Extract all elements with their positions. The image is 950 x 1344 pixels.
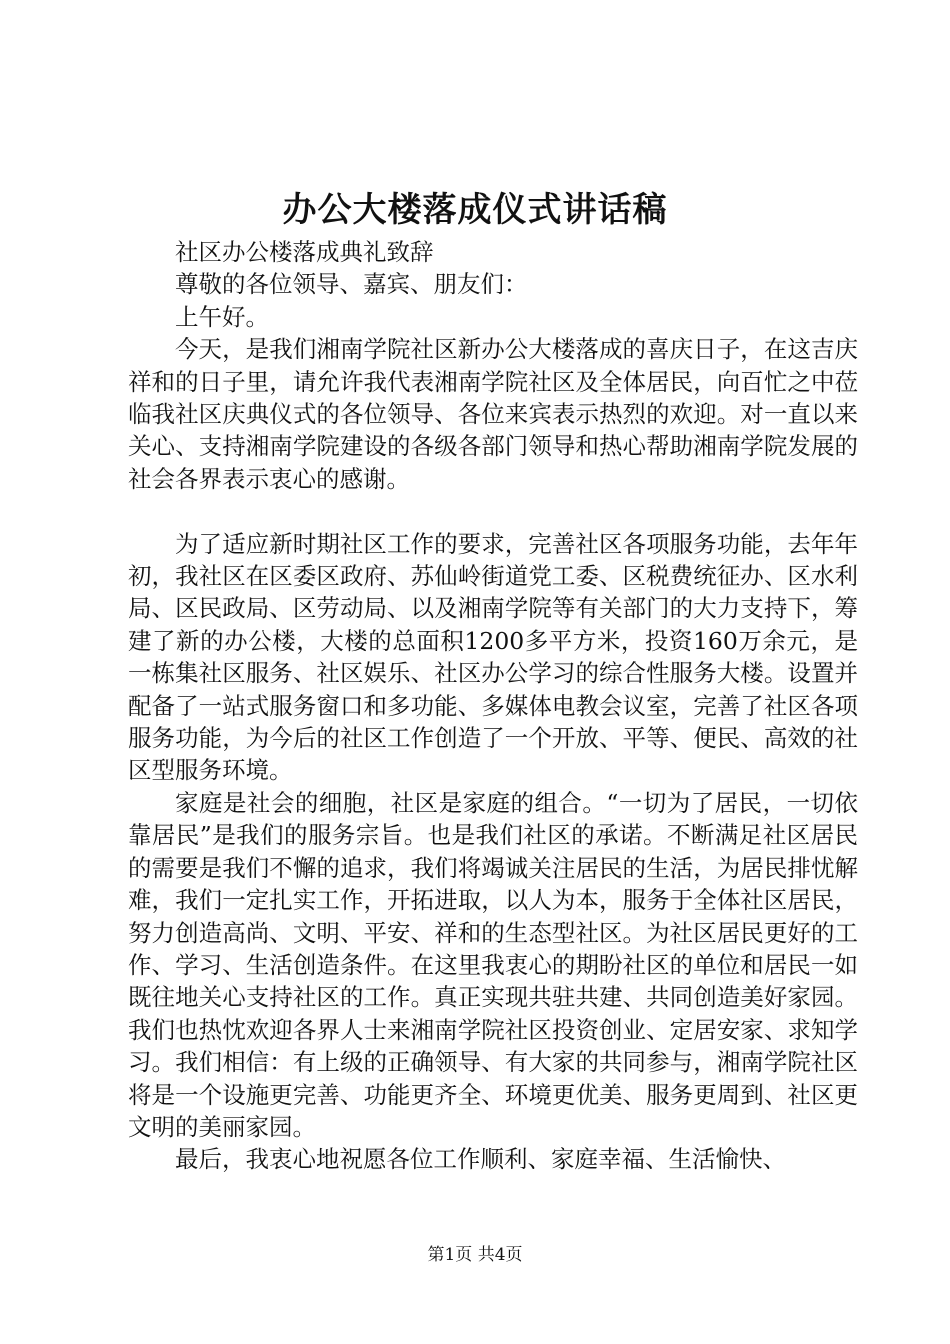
paragraph-community: 家庭是社会的细胞，社区是家庭的组合。“一切为了居民，一切依靠居民”是我们的服务宗旨。也是我们社区的承诺。不断满足社区居民的需要是我们不懈的追求，我们将竭诚关注居民的生活，为居民排忧解难，我们一定扎实工作，开拓进取，以人为本，服务于全体社区居民，努力创造高尚、文明、平安、祥和的生态型社区。为社区居民更好的工作、学习、生活创造条件。在这里我衷心的期盼社区的单位和居民一如既往地关心支持社区的工作。真正实现共驻共建、共同创造美好家园。我们也热忱欢迎各界人士来湘南学院社区投资创业、定居安家、求知学习。我们相信：有上级的正确领导、有大家的共同参与，湘南学院社区将是一个设施更完善、功能更齐全、环境更优美、服务更周到、社区更文明的美丽家园。: [128, 788, 858, 1141]
page-number-footer: 第1页 共4页: [427, 1245, 523, 1265]
paragraph-salutation: 尊敬的各位领导、嘉宾、朋友们：: [175, 270, 528, 299]
document-body: [128, 236, 858, 1176]
paragraph-greeting: 上午好。: [175, 302, 269, 331]
paragraph-subtitle: 社区办公楼落成典礼致辞: [175, 238, 434, 266]
paragraph-building: 为了适应新时期社区工作的要求，完善社区各项服务功能，去年年初，我社区在区委区政府、苏仙岭街道党工委、区税费统征办、区水利局、区民政局、区劳动局、以及湘南学院等有关部门的大力支持下，筹建了新的办公楼，大楼的总面积1200多平方米，投资160万余元，是一栋集社区服务、社区娱乐、社区办公学习的综合性服务大楼。设置并配备了一站式服务窗口和多功能、多媒体电教会议室，完善了社区各项服务功能，为今后的社区工作创造了一个开放、平等、便民、高效的社区型服务环境。: [128, 529, 858, 785]
document-title: 办公大楼落成仪式讲话稿: [282, 190, 668, 230]
paragraph-welcome: 今天，是我们湘南学院社区新办公大楼落成的喜庆日子，在这吉庆祥和的日子里，请允许我代表湘南学院社区及全体居民，向百忙之中莅临我社区庆典仪式的各位领导、各位来宾表示热烈的欢迎。对一直以来关心、支持湘南学院建设的各级各部门领导和热心帮助湘南学院发展的社会各界表示衷心的感谢。: [128, 335, 858, 493]
paragraph-closing: 最后，我衷心地祝愿各位工作顺利、家庭幸福、生活愉快、: [175, 1145, 786, 1174]
